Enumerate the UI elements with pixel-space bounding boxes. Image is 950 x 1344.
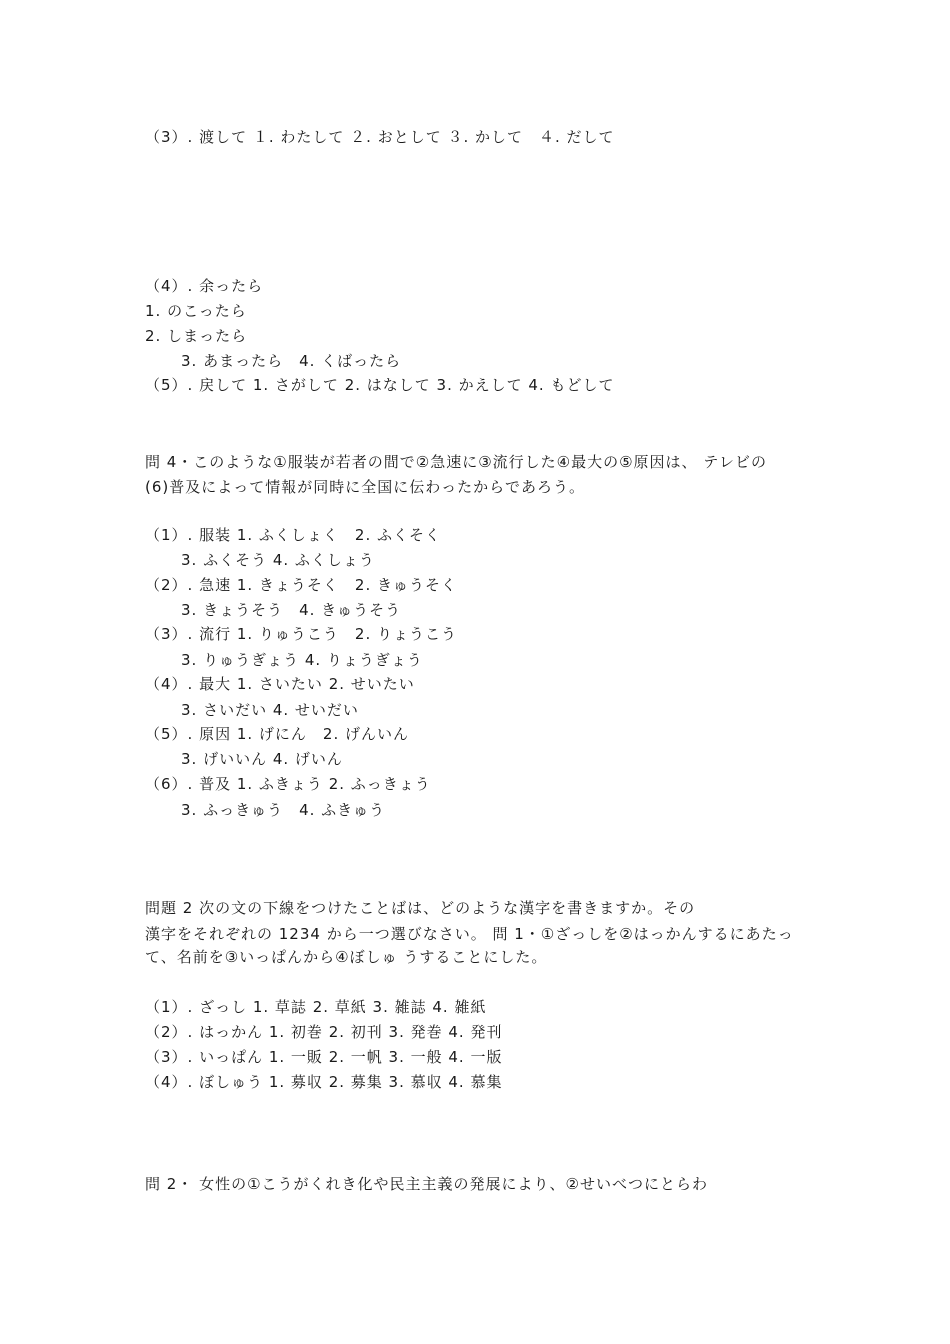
question-4-heading: （4）. 余ったら [145,277,264,295]
section-c-q1-line: （1）. ざっし 1. 草誌 2. 草紙 3. 雑誌 4. 雑紙 [145,998,487,1016]
section-b-q4-line-a: （4）. 最大 1. さいたい 2. せいたい [145,675,415,693]
section-c-q4-line: （4）. ぼしゅう 1. 募収 2. 募集 3. 慕収 4. 慕集 [145,1073,503,1091]
section-d-intro-1: 問 2・ 女性の①こうがくれき化や民主主義の発展により、②せいべつにとらわ [145,1175,708,1193]
section-b-q5-line-b: 3. げいいん 4. げいん [181,750,343,768]
section-b-q1-line-a: （1）. 服装 1. ふくしょく 2. ふくそく [145,526,442,544]
section-c-q2-line: （2）. はっかん 1. 初巻 2. 初刊 3. 発巻 4. 発刊 [145,1023,503,1041]
section-b-q6-line-a: （6）. 普及 1. ふきょう 2. ふっきょう [145,775,431,793]
question-5-line: （5）. 戻して 1. さがして 2. はなして 3. かえして 4. もどして [145,376,615,394]
question-4-options-3-4: 3. あまったら 4. くばったら [181,352,402,370]
question-4-option-2: 2. しまったら [145,327,248,345]
section-c-q3-line: （3）. いっぱん 1. 一販 2. 一帆 3. 一般 4. 一版 [145,1048,503,1066]
section-b-q6-line-b: 3. ふっきゅう 4. ふきゅう [181,801,386,819]
section-b-q3-line-a: （3）. 流行 1. りゅうこう 2. りょうこう [145,625,458,643]
section-b-intro-1: 問 4・このような①服装が若者の間で②急速に③流行した④最大の⑤原因は、 テレビの [145,453,768,471]
question-4-option-1: 1. のこったら [145,302,247,320]
section-b-q2-line-a: （2）. 急速 1. きょうそく 2. きゅうそく [145,576,458,594]
section-b-q4-line-b: 3. さいだい 4. せいだい [181,701,359,719]
section-c-intro-3: て、名前を③いっぱんから④ぼしゅ うすることにした。 [145,948,548,966]
section-b-q3-line-b: 3. りゅうぎょう 4. りょうぎょう [181,651,423,669]
section-c-intro-2: 漢字をそれぞれの 1234 から一つ選びなさい。 問 1・①ざっしを②はっかんするにあたっ [145,925,794,943]
section-c-intro-1: 問題 2 次の文の下線をつけたことばは、どのような漢字を書きますか。その [145,899,696,917]
section-b-intro-2: (6)普及によって情報が同時に全国に伝わったからであろう。 [145,478,585,496]
section-b-q2-line-b: 3. きょうそう 4. きゅうそう [181,601,402,619]
section-b-q5-line-a: （5）. 原因 1. げにん 2. げんいん [145,725,410,743]
question-3-line: （3）. 渡して １. わたして ２. おとして ３. かして ４. だして [145,128,615,146]
section-b-q1-line-b: 3. ふくそう 4. ふくしょう [181,551,375,569]
